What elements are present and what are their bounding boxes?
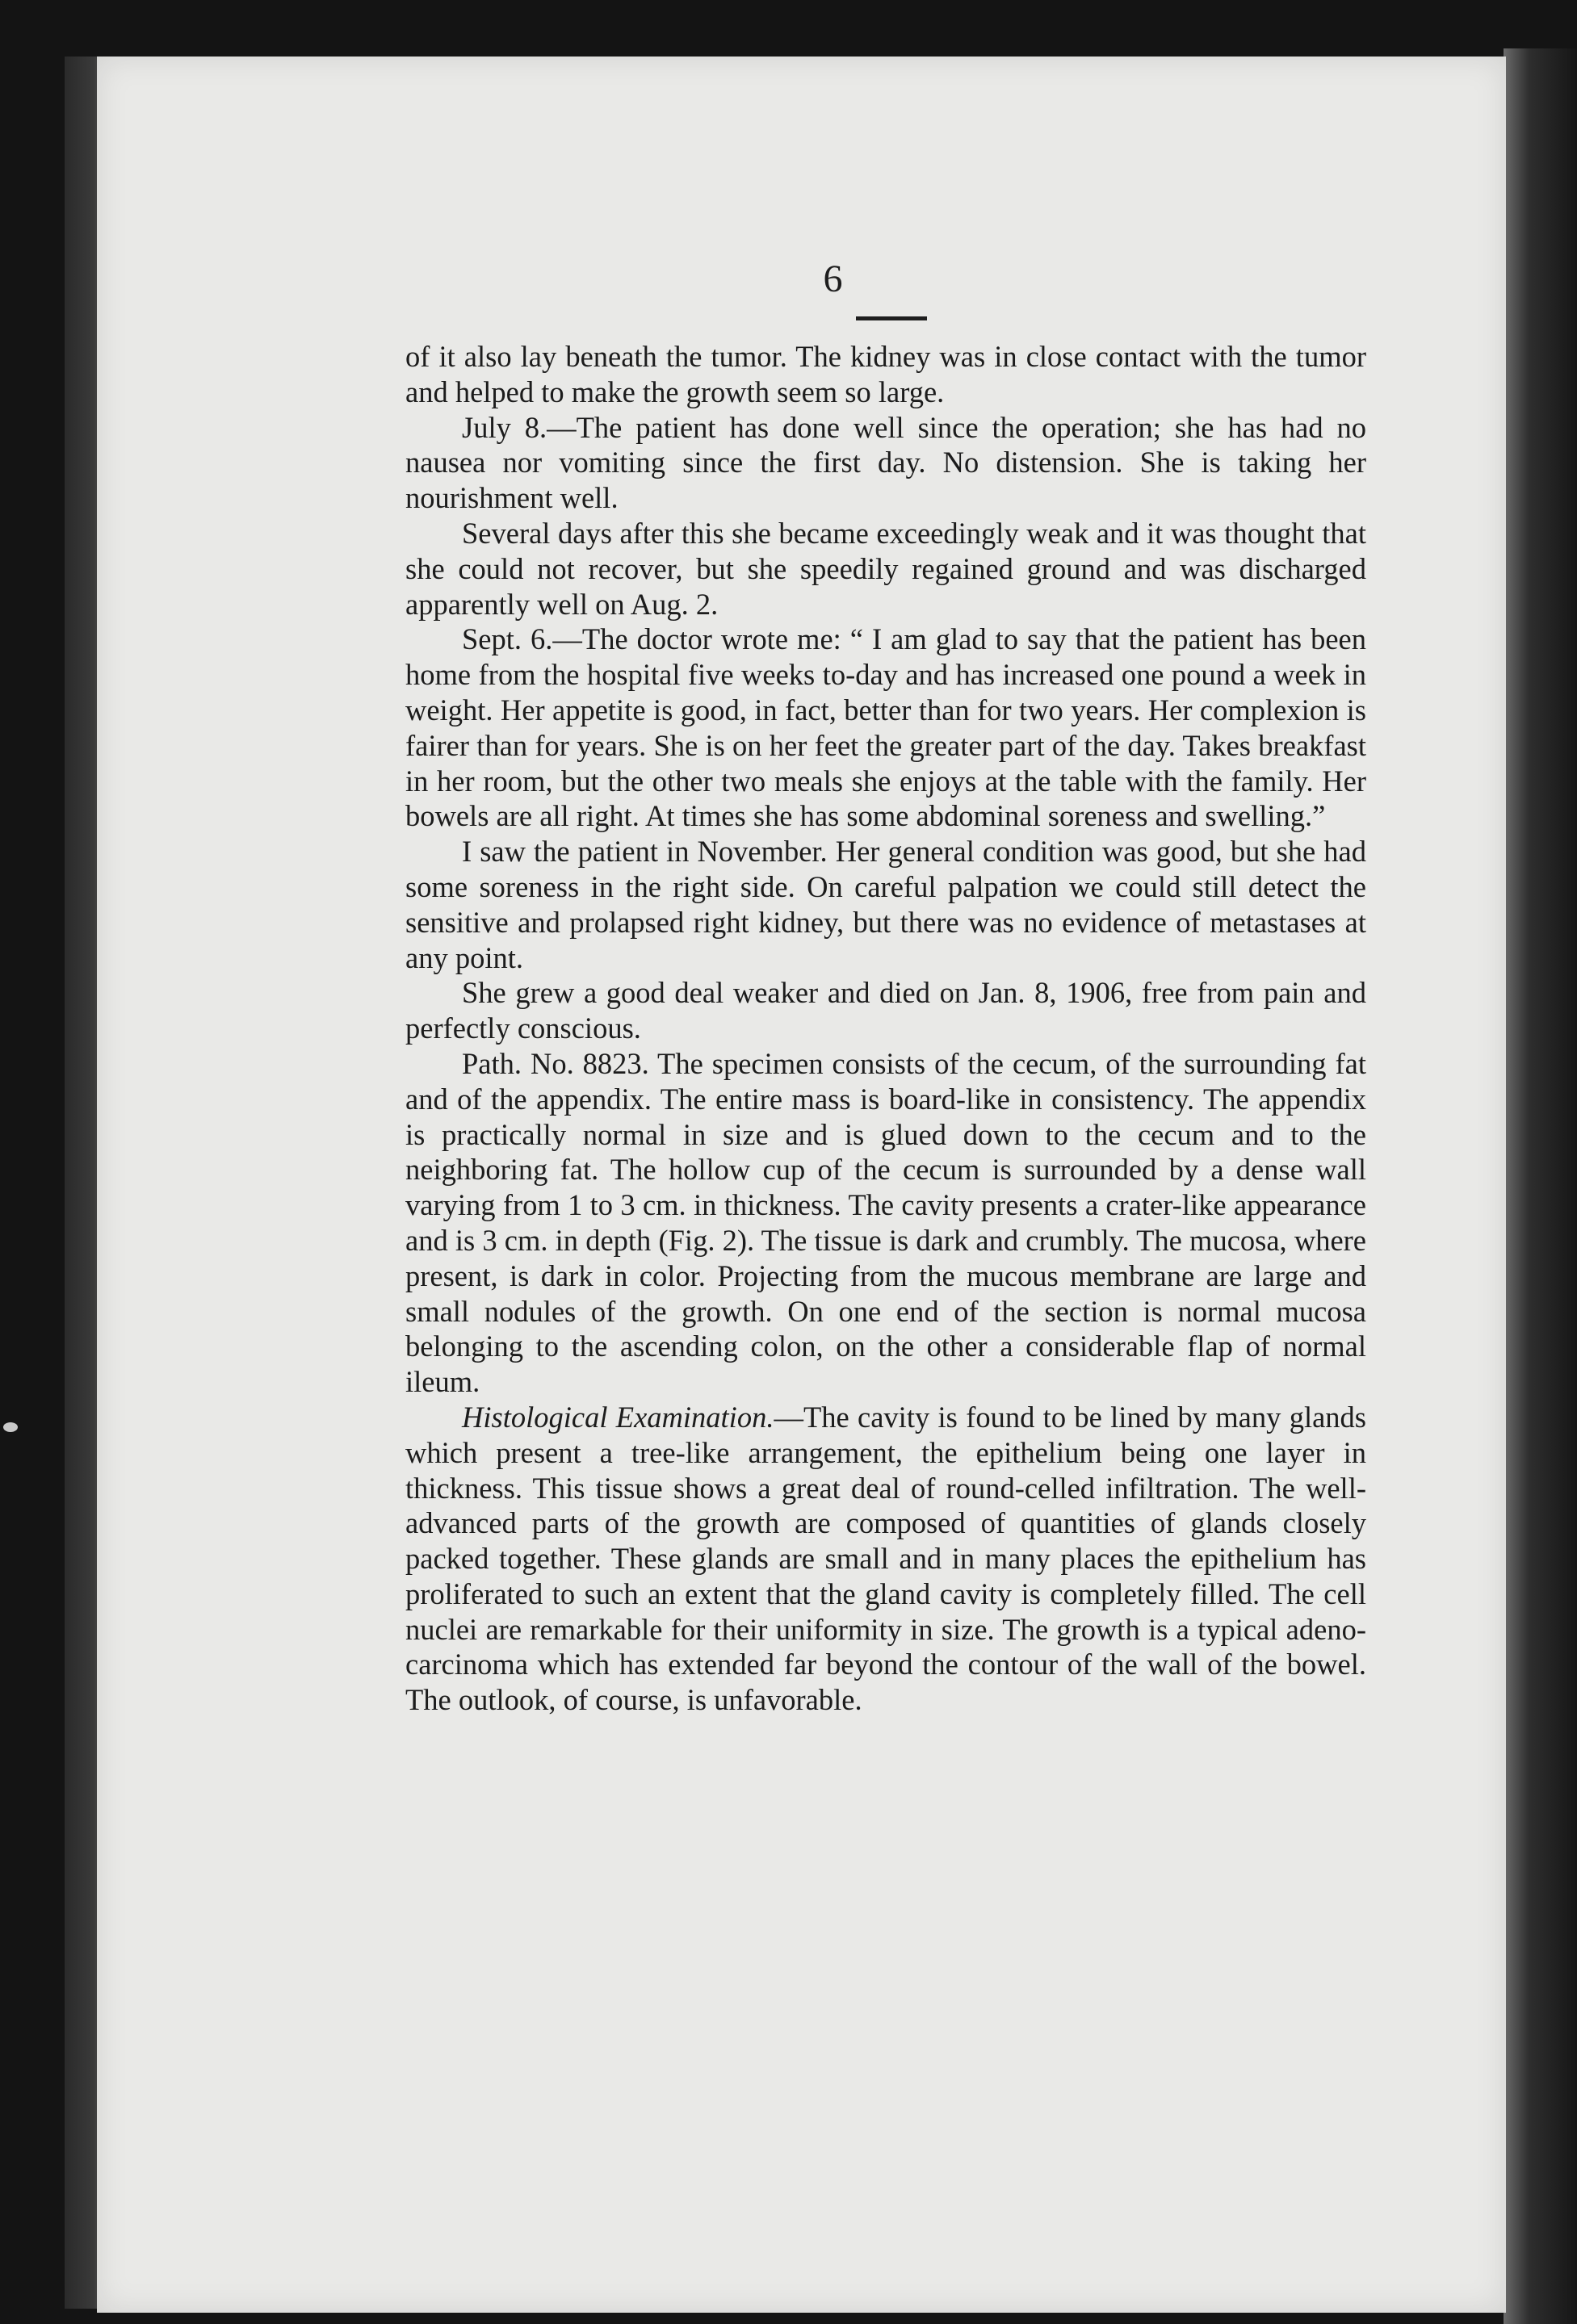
paragraph: of it also lay beneath the tumor. The kidney was in close contact with the tumor and helped to make the growth seem so large.	[405, 340, 1366, 408]
page-number-rule	[856, 316, 927, 320]
page-number: 6	[823, 258, 843, 300]
paragraph: Sept. 6.—The doctor wrote me: “ I am glad to say that the patient has been home from the hospital five weeks to-day and has increased one pound a week in weight. Her appetite is good, in fact, better than for two years. Her complexion is fairer than for years. She is on her feet the greater part of the day. Takes breakfast in her room, but the other two meals she enjoys at the table with the family. Her bowels are all right. At times she has some abdominal soreness and swelling.”	[405, 622, 1366, 833]
paragraph: Several days after this she became exceedingly weak and it was thought that she could not recover, but she speedily regained ground and was discharged apparently well on Aug. 2.	[405, 516, 1366, 621]
paragraph-body: —The cavity is found to be lined by many glands which present a tree-like arrangement, the epithelium being one layer in thickness. This tissue shows a great deal of round-celled infiltration. The well-advanced parts of the growth are composed of quantities of glands closely packed together. These glands are small and in many places the epithelium has proliferated to such an extent that the gland cavity is completely filled. The cell nuclei are remarkable for their uniformity in size. The growth is a typical adeno-carcinoma which has extended far beyond the contour of the wall of the bowel. The outlook, of course, is unfavorable.	[405, 1400, 1367, 1717]
paragraph: July 8.—The patient has done well since the operation; she has had no nausea nor vomiting since the first day. No distension. She is taking her nourishment well.	[405, 410, 1366, 515]
paragraph: I saw the patient in November. Her general condition was good, but she had some soreness in the right side. On careful palpation we could still detect the sensitive and prolapsed right kidney, but there was no evidence of metastases at any point.	[405, 835, 1366, 974]
body-text	[405, 339, 1366, 1718]
section-heading: Histological Examination.	[462, 1400, 774, 1434]
paragraph: She grew a good deal weaker and died on Jan. 8, 1906, free from pain and perfectly conscious.	[405, 976, 1366, 1045]
scan-speck	[3, 1422, 18, 1432]
paragraph: Path. No. 8823. The specimen consists of the cecum, of the surrounding fat and of the appendix. The entire mass is board-like in consistency. The appendix is practically normal in size and is glued down to the cecum and to the neighboring fat. The hollow cup of the cecum is surrounded by a dense wall varying from 1 to 3 cm. in thickness. The cavity presents a crater-like appearance and is 3 cm. in depth (Fig. 2). The tissue is dark and crumbly. The mucosa, where present, is dark in color. Projecting from the mucous membrane are large and small nodules of the growth. On one end of the section is normal mucosa belonging to the ascending colon, on the other a considerable flap of normal ileum.	[405, 1046, 1366, 1399]
paragraph-histological	[405, 1400, 1366, 1718]
page-right-edge	[1504, 48, 1577, 2324]
